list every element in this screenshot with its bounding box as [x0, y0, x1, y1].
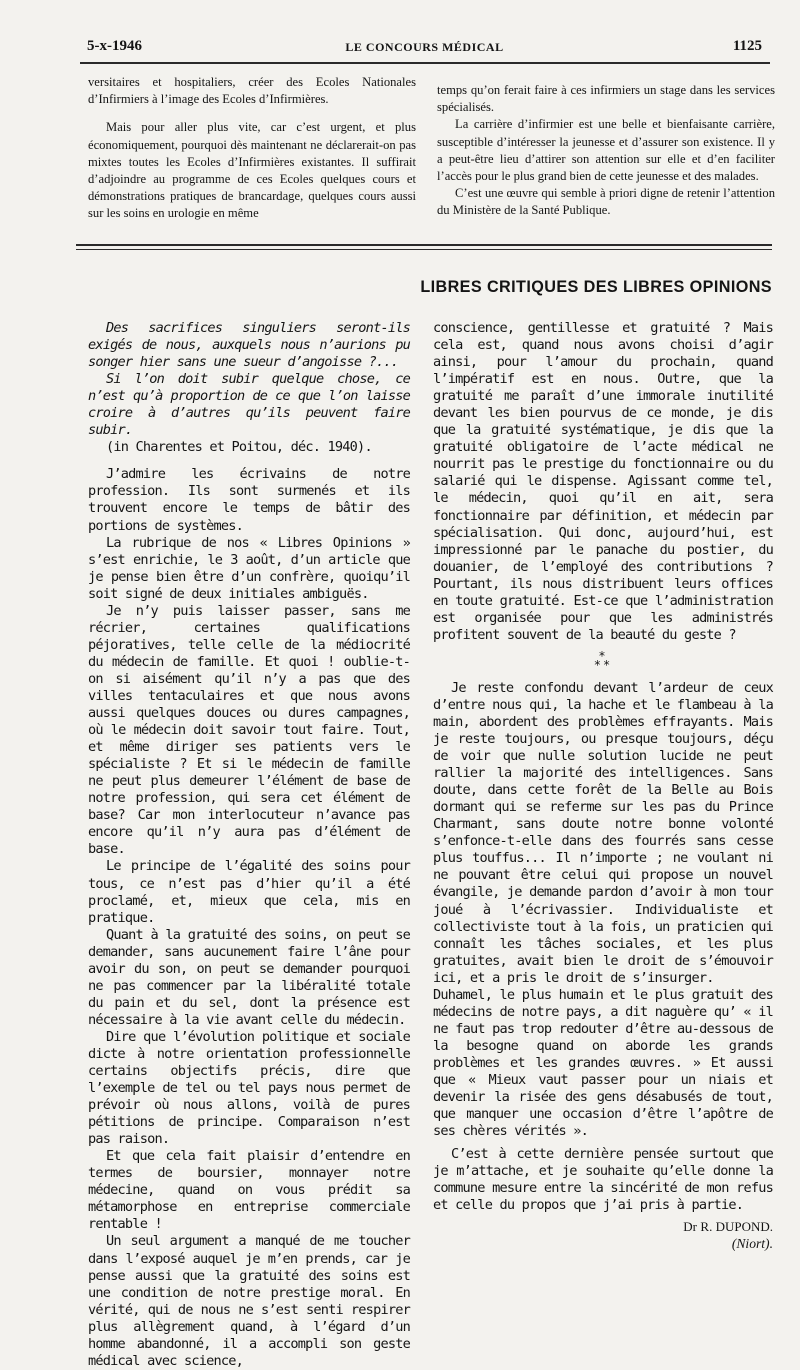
paragraph: C’est une œuvre qui semble à priori digne de retenir l’attention du Ministère de la Santé Publique. [437, 186, 775, 218]
epigraph-quote: Des sacrifices singuliers seront-ils exigés de nous, auxquels nous n’aurions pu songer hier sans une sueur d’angoisse ?... [88, 320, 410, 371]
paragraph: temps qu’on ferait faire à ces infirmiers un stage dans les services spécialisés. [437, 83, 775, 115]
journal-title: LE CONCOURS MÉDICAL [345, 40, 504, 54]
paragraph: Un seul argument a manqué de me toucher dans l’exposé auquel je m’en prends, car je pense aussi que la gratuité des soins est une condition de notre prestige moral. En vérité, qui de nous ne s’est senti respirer plus allègrement quand, à l’égard d’un homme abandonné, il a accompli son geste médical avec science, [88, 1233, 410, 1369]
paragraph: Dire que l’évolution politique et sociale dicte à notre orientation professionnelle certains objectifs précis, dire que l’exemple de tel ou tel pays nous permet de prévoir où nous allons, voilà de pures pétitions de principe. Comparaison n’est pas raison. [88, 1028, 410, 1148]
epigraph-quote: Si l’on doit subir quelque chose, ce n’est qu’à proportion de ce que l’on laisse croire à d’autres qu’ils peuvent faire subir. [88, 371, 410, 439]
article-left-column [88, 320, 410, 1370]
page-number: 1125 [732, 38, 762, 54]
paragraph: versitaires et hospitaliers, créer des Ecoles Nationales d’Infirmiers à l’image des Ecoles d’Infirmières. [88, 75, 416, 107]
section-break-stars: * ** [593, 648, 613, 672]
paragraph: Mais pour aller plus vite, car c’est urgent, et plus économiquement, pourquoi dès maintenant ne déclarerait-on pas mixtes toutes les Ecoles d’Infirmières existantes. Il suffirait d’adjoindre au programme de ces Ecoles quelques cours et démonstrations pratiques de brancardage, quelques cours aussi sur les soins en urologie en même [88, 120, 416, 221]
epigraph [88, 320, 410, 439]
paragraph: C’est à cette dernière pensée surtout que je m’attache, et je souhaite qu’elle donne la commune mesure entre la sincérité de mon refus et celle du propos que j’ai pris à partie. [433, 1146, 773, 1214]
paragraph: Le principe de l’égalité des soins pour tous, ce n’est pas d’hier qu’il a été proclamé, et, mieux que cela, mis en pratique. [88, 858, 410, 926]
author-name: R. DUPOND. [700, 1219, 773, 1235]
paragraph: La carrière d’infirmier est une belle et bienfaisante carrière, susceptible d’intéresser la jeunesse et d’assurer son existence. Il y a peut-être lieu d’attirer son attention sur elle et d’en faciliter l’accès pour le plus grand bien de cette jeunesse et des malades. [437, 117, 775, 184]
article-title: LIBRES CRITIQUES DES LIBRES OPINIONS [420, 278, 772, 296]
paragraph: Je n’y puis laisser passer, sans me récrier, certaines qualifications péjoratives, telle celle de la médiocrité du médecin de famille. Et quoi ! oublie-t-on si aisément qu’il n’y a pas que des villes tentaculaires et que nous avons aussi quelques douces ou dures campagnes, où le médecin doit savoir tout faire. Tout, et même diriger ses patients vers le spécialiste ? Et si le médecin de famille ne peut plus demeurer l’élément de base de notre profession, qui sera cet élément de base? Car mon interlocuteur n’avance pas encore qu’il n’y aura pas d’élément de base. [88, 602, 410, 858]
section-divider [76, 244, 772, 246]
epigraph-source: (in Charentes et Poitou, déc. 1940). [106, 439, 372, 456]
paragraph: Je reste confondu devant l’ardeur de ceux d’entre nous qui, la hache et le flambeau à la main, abordent des problèmes effrayants. Mais je reste toujours, ou presque toujours, déçu de voir que nulle solution lucide ne peut rallier la majorité des intelligences. Sans doute, dans cette forêt de la Belle au Bois dormant qui se referme sur les pas du Prince Charmant, sans doute notre bonne volonté s’enfonce-t-elle dans des fourrés sans cesse plus touffus... Il n’importe ; ne voulant ni ne pouvant être celui qui propose un nouvel évangile, je demande pardon d’avoir à mon tour joué à l’écrivassier. Individualiste et collectiviste tout à la fois, un praticien qui connaît les tâches sociales, et les plus gratuites, avait bien le droit de s’émouvoir ici, et a pris le droit de s’insurger. [433, 679, 773, 986]
author-location: (Niort). [731, 1236, 773, 1252]
paragraph: Et que cela fait plaisir d’entendre en termes de boursier, monnayer notre médecine, quand on vous prédit sa métamorphose en entreprise commerciale rentable ! [88, 1148, 410, 1233]
top-left-column [88, 74, 416, 223]
page-header [87, 38, 762, 60]
paragraph: La rubrique de nos « Libres Opinions » s’est enrichie, le 3 août, d’un article que je pense bien être d’un confrère, quoiqu’il soit signé de deux initiales ambiguës. [88, 534, 410, 602]
paragraph: Quant à la gratuité des soins, on peut se demander, sans aucunement faire l’âne pour avoir du son, on peut se demander pourquoi ne pas commencer par la libéralité totale du pain et du sel, dont la présence est nécessaire à la vie avant celle du médecin. [88, 926, 410, 1028]
paragraph: J’admire les écrivains de notre profession. Ils sont surmenés et ils trouvent encore le temps de bâtir des portions de systèmes. [88, 466, 410, 534]
article-right-column [433, 320, 773, 1252]
header-rule [80, 62, 770, 64]
signature [433, 1218, 773, 1235]
paragraph: conscience, gentillesse et gratuité ? Mais cela est, quand nous avons choisi d’agir ainsi, pour l’amour du prochain, quand l’impératif est en nous. Outre, que la gratuité me paraît d’une immorale inutilité devant les bien pourvus de ce monde, je dis que la gratuité systématique, je dis que la gratuité obligatoire de l’acte médical ne nourrit pas le prestige du fonctionnaire ou du salarié qui le dispense. Agissant comme tel, le médecin, quoi qu’il en ait, sera fonctionnaire par définition, et médecin par spécialisation. Qui donc, aujourd’hui, est impressionné par le panache du postier, du douanier, de l’employé des contributions ? Pourtant, ils nous distribuent leurs offices en toute gratuité. Est-ce que l’administration est organisée pour que les administrés profitent souvent de la beauté du geste ? [433, 320, 773, 643]
section-divider-thin [76, 249, 772, 250]
paragraph: Duhamel, le plus humain et le plus gratuit des médecins de notre pays, a dit naguère qu’ « il ne faut pas trop redouter d’être au-dessous de la besogne quand on aborde les grands problèmes et les grandes œuvres. » Et aussi que « Mieux vaut passer pour un niais et devenir la risée des gens désabusés de tout, que manquer une occasion d’être l’apôtre de ses chères vérités ». [433, 986, 773, 1140]
issue-date: 5-x-1946 [87, 38, 142, 54]
author-title: Dr [683, 1219, 697, 1235]
top-right-column [437, 82, 775, 220]
